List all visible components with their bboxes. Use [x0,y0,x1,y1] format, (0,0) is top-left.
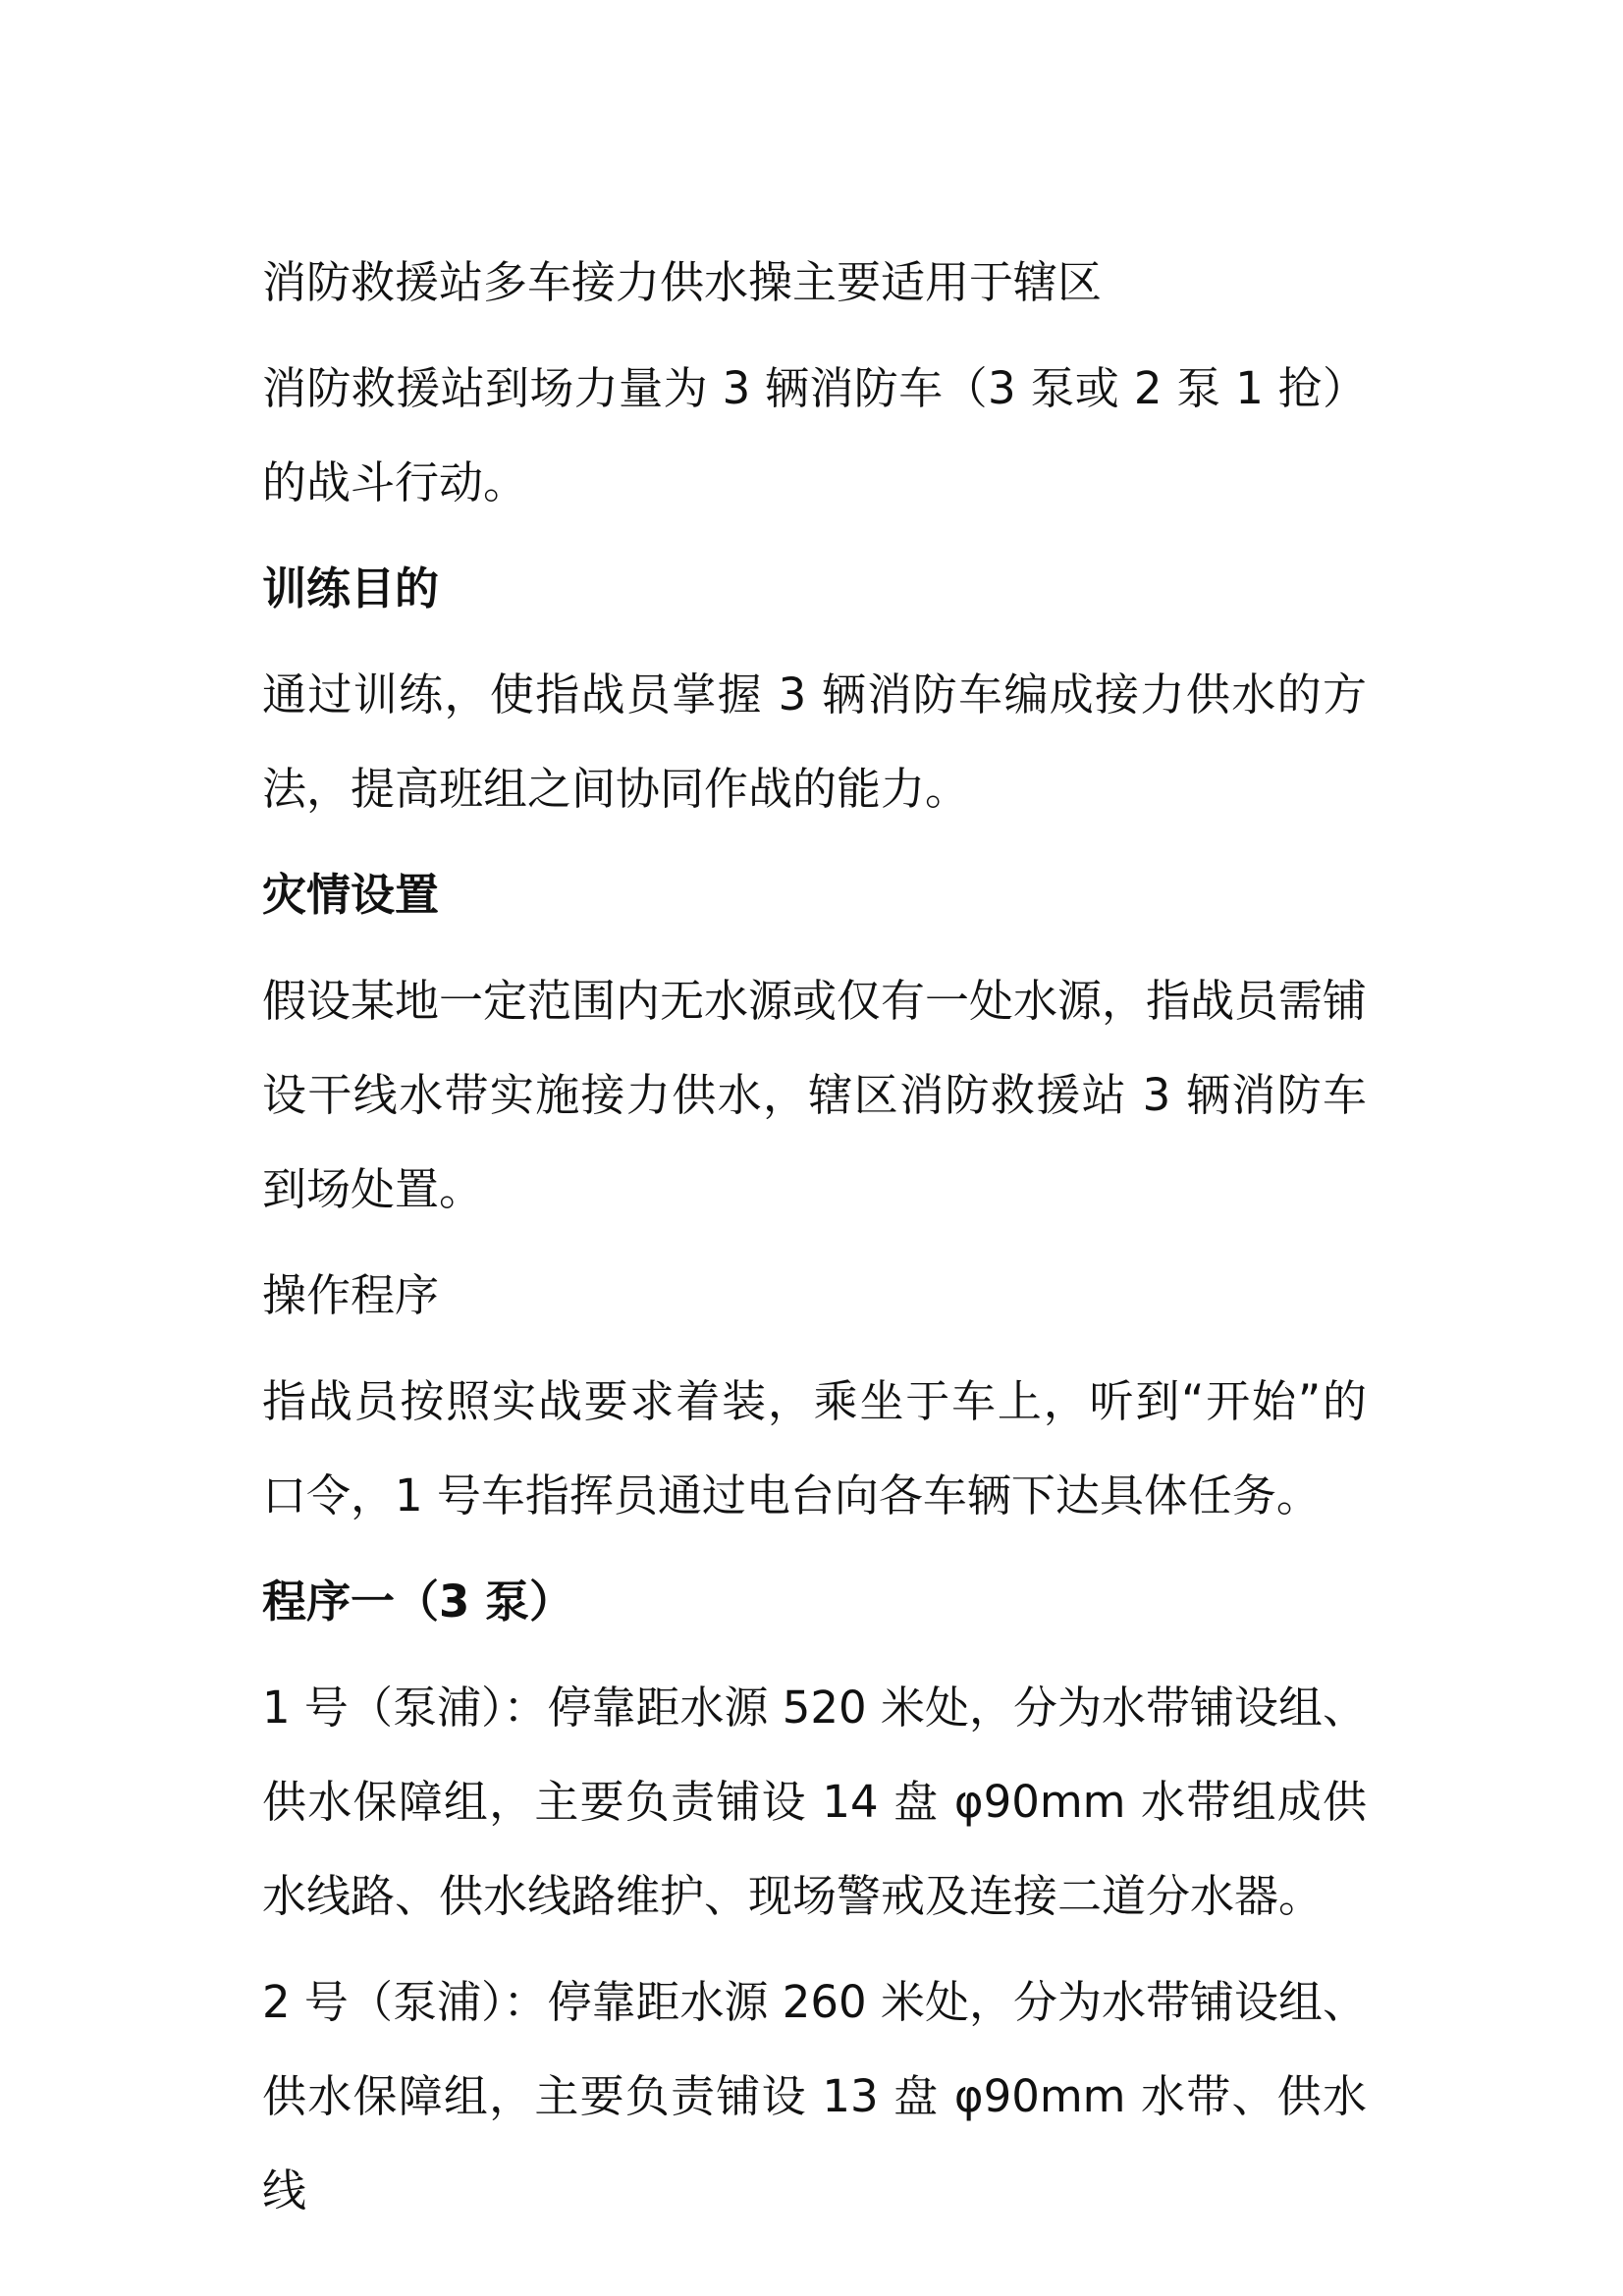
document-page [262,236,1367,2238]
procedure-one-heading: 程序一（3 泵） [262,1575,573,1628]
scenario-paragraph: 假设某地一定范围内无水源或仅有一处水源，指战员需铺设干线水带实施接力供水，辖区消防救援站 3 辆消防车到场处置。 [262,975,1368,1215]
intro-paragraph-1: 消防救援站多车接力供水操主要适用于辖区 [262,256,1103,308]
procedure-paragraph: 指战员按照实战要求着装，乘坐于车上，听到“开始”的口令，1 号车指挥员通过电台向各车辆下达具体任务。 [262,1375,1367,1522]
vehicle-1-paragraph: 1 号（泵浦）：停靠距水源 520 米处，分为水带铺设组、供水保障组，主要负责铺设 14 盘 φ90mm 水带组成供水线路、供水线路维护、现场警戒及连接二道分水器。 [262,1682,1367,1922]
training-goal-heading: 训练目的 [262,562,440,614]
procedure-heading: 操作程序 [262,1269,440,1321]
scenario-heading: 灾情设置 [262,869,440,921]
intro-paragraph-2: 消防救援站到场力量为 3 辆消防车（3 泵或 2 泵 1 抢）的战斗行动。 [262,362,1367,508]
training-goal-paragraph: 通过训练，使指战员掌握 3 辆消防车编成接力供水的方法，提高班组之间协同作战的能力。 [262,668,1367,815]
vehicle-2-paragraph: 2 号（泵浦）：停靠距水源 260 米处，分为水带铺设组、供水保障组，主要负责铺设 13 盘 φ90mm 水带、供水线 [262,1976,1367,2216]
